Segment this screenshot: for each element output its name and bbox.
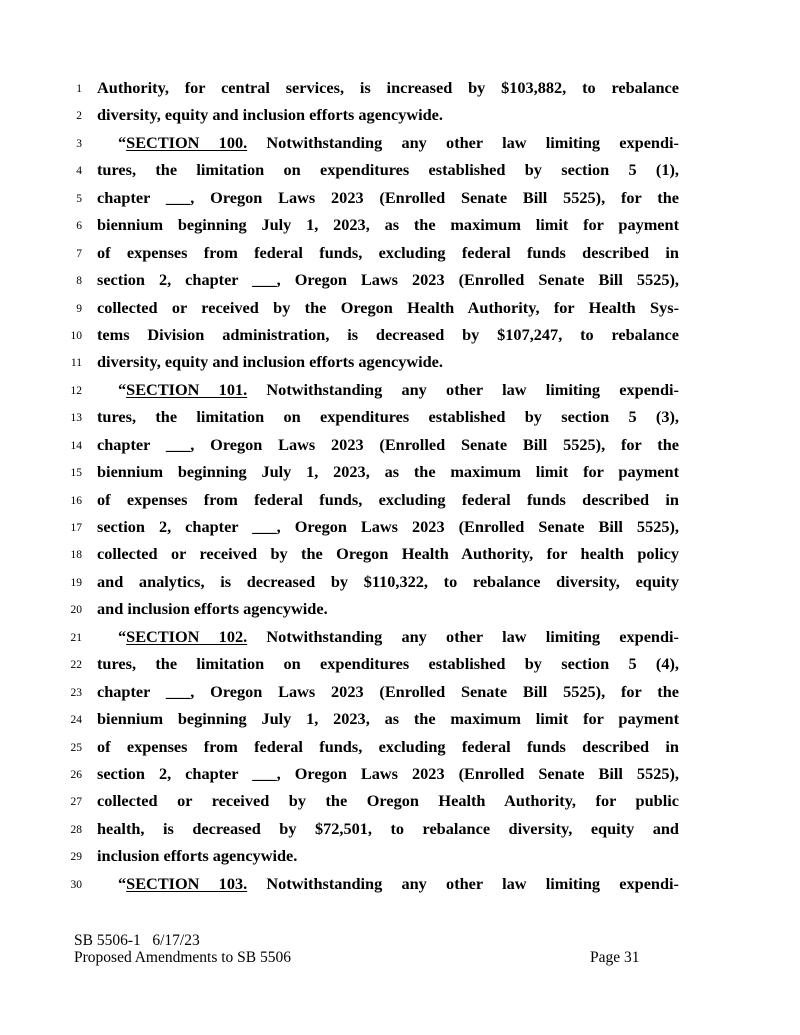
document-line (0, 241, 800, 268)
open-quote: “ (118, 873, 127, 893)
line-number: 25 (70, 741, 82, 754)
document-line (0, 378, 800, 405)
document-line (0, 213, 800, 240)
line-text: chapter ___, Oregon Laws 2023 (Enrolled Senate Bill 5525), for the (97, 681, 679, 701)
line-number: 7 (76, 247, 82, 260)
line-number: 26 (70, 768, 82, 781)
line-number: 2 (76, 110, 82, 123)
document-line (0, 680, 800, 707)
document-line (0, 515, 800, 542)
section-heading: SECTION 100. (126, 132, 248, 152)
footer-bill-id: SB 5506-1 6/17/23 (74, 932, 200, 949)
document-line (0, 186, 800, 213)
line-text: of expenses from federal funds, excluding federal funds described in (97, 736, 679, 756)
line-text: tures, the limitation on expenditures established by section 5 (3), (97, 407, 679, 427)
line-text: health, is decreased by $72,501, to rebalance diversity, equity and (97, 818, 679, 838)
document-line (0, 652, 800, 679)
line-text: section 2, chapter ___, Oregon Laws 2023 (Enrolled Senate Bill 5525), (97, 270, 679, 290)
section-heading: SECTION 102. (126, 626, 248, 646)
line-text: inclusion efforts agencywide. (97, 846, 298, 866)
document-line (0, 735, 800, 762)
document-line (0, 789, 800, 816)
line-text: diversity, equity and inclusion efforts agencywide. (97, 105, 443, 125)
line-number: 13 (70, 412, 82, 425)
line-number: 22 (70, 659, 82, 672)
document-line (0, 597, 800, 624)
section-heading: SECTION 101. (126, 379, 248, 399)
line-number: 19 (70, 576, 82, 589)
document-line (0, 570, 800, 597)
line-text: collected or received by the Oregon Health Authority, for health policy (97, 544, 679, 564)
line-text: biennium beginning July 1, 2023, as the maximum limit for payment (97, 709, 679, 729)
line-text: of expenses from federal funds, excluding federal funds described in (97, 489, 679, 509)
line-text: of expenses from federal funds, excluding federal funds described in (97, 242, 679, 262)
document-line (0, 405, 800, 432)
line-number: 23 (70, 686, 82, 699)
line-text: tures, the limitation on expenditures established by section 5 (1), (97, 160, 679, 180)
document-line (0, 76, 800, 103)
line-number: 17 (70, 522, 82, 534)
line-text: collected or received by the Oregon Health Authority, for public (97, 791, 679, 811)
section-heading: SECTION 103. (126, 873, 248, 893)
document-line (0, 323, 800, 350)
line-number: 18 (70, 549, 82, 562)
line-number: 24 (70, 714, 82, 727)
document-line (0, 460, 800, 487)
line-text: chapter ___, Oregon Laws 2023 (Enrolled Senate Bill 5525), for the (97, 434, 679, 454)
line-text: Authority, for central services, is increased by $103,882, to rebalance (97, 78, 679, 97)
line-text: biennium beginning July 1, 2023, as the maximum limit for payment (97, 462, 679, 482)
line-number: 4 (76, 165, 82, 178)
document-line (0, 296, 800, 323)
document-line (0, 268, 800, 295)
line-number: 30 (70, 878, 82, 891)
line-text (118, 131, 679, 155)
document-line (0, 707, 800, 734)
footer-page-number: Page 31 (590, 949, 640, 966)
document-line (0, 131, 800, 158)
document-line (0, 488, 800, 515)
line-text: tems Division administration, is decreased by $107,247, to rebalance (97, 324, 679, 344)
line-text: biennium beginning July 1, 2023, as the maximum limit for payment (97, 215, 679, 235)
line-number: 15 (70, 467, 82, 480)
line-text: and analytics, is decreased by $110,322, to rebalance diversity, equity (97, 571, 679, 591)
line-text: section 2, chapter ___, Oregon Laws 2023 (Enrolled Senate Bill 5525), (97, 763, 679, 783)
line-number: 12 (70, 384, 82, 397)
document-body (0, 76, 800, 899)
document-line (0, 350, 800, 377)
line-number: 3 (76, 137, 82, 150)
open-quote: “ (118, 132, 127, 152)
line-number: 5 (76, 192, 82, 205)
line-text: section 2, chapter ___, Oregon Laws 2023 (Enrolled Senate Bill 5525), (97, 517, 679, 536)
line-number: 14 (70, 439, 82, 452)
line-number: 1 (76, 83, 82, 95)
line-rest-text: Notwithstanding any other law limiting expendi- (247, 379, 679, 399)
line-number: 21 (70, 631, 82, 644)
document-line (0, 103, 800, 130)
line-text: and inclusion efforts agencywide. (97, 599, 328, 619)
document-line (0, 762, 800, 789)
document-line (0, 433, 800, 460)
line-number: 9 (76, 302, 82, 315)
line-text (118, 378, 679, 402)
line-rest-text: Notwithstanding any other law limiting expendi- (247, 132, 679, 152)
line-number: 8 (76, 275, 82, 288)
line-text (118, 625, 679, 649)
open-quote: “ (118, 379, 127, 399)
document-line (0, 817, 800, 844)
line-rest-text: Notwithstanding any other law limiting expendi- (247, 626, 679, 646)
line-number: 28 (70, 823, 82, 836)
document-line (0, 542, 800, 569)
line-number: 20 (70, 604, 82, 617)
line-number: 11 (70, 357, 82, 370)
footer-title: Proposed Amendments to SB 5506 (74, 949, 292, 966)
line-text (118, 872, 679, 896)
document-line (0, 844, 800, 871)
line-number: 16 (70, 494, 82, 507)
line-number: 27 (70, 796, 82, 809)
document-line (0, 158, 800, 185)
document-line (0, 625, 800, 652)
line-number: 29 (70, 851, 82, 864)
line-text: tures, the limitation on expenditures established by section 5 (4), (97, 654, 679, 674)
line-number: 10 (70, 329, 82, 342)
line-text: chapter ___, Oregon Laws 2023 (Enrolled Senate Bill 5525), for the (97, 187, 679, 207)
line-text: collected or received by the Oregon Health Authority, for Health Sys- (97, 297, 679, 317)
line-rest-text: Notwithstanding any other law limiting expendi- (247, 873, 679, 893)
line-text: diversity, equity and inclusion efforts agencywide. (97, 352, 443, 372)
open-quote: “ (118, 626, 127, 646)
document-line (0, 872, 800, 899)
line-number: 6 (76, 220, 82, 233)
